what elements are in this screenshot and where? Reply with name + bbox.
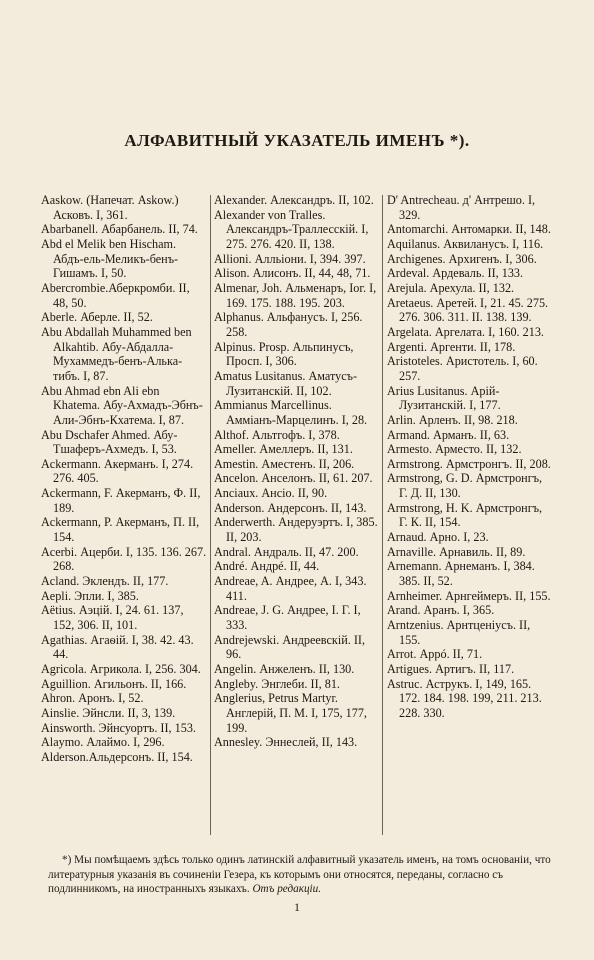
index-entry: Aquilanus. Аквиланусъ. I, 116.	[387, 236, 544, 251]
index-entry: Agricola. Агрикола. I, 256. 304.	[41, 662, 201, 676]
index-entry: Artigues. Артигъ. II, 117.	[387, 662, 515, 676]
index-entry: Argenti. Аргенти. II, 178.	[387, 339, 516, 354]
index-entry: Alpinus. Prosp. Альпинусъ, Просп. I, 306.	[214, 339, 354, 369]
index-entry: Anderwerth. Андеруэртъ. I, 385. II, 203.	[214, 515, 378, 545]
index-entry: Arius Lusitanus. Арій-Лузитанскій. I, 177.	[387, 383, 501, 413]
index-entry: D' Antrecheau. д' Антрешо. I, 329.	[387, 193, 536, 222]
index-entry: Aëtius. Аэцій. I, 24. 61. 137, 152, 306. II, 101.	[41, 603, 184, 633]
index-columns	[0, 193, 594, 833]
index-entry: Aguillion. Агильонъ. II, 166.	[41, 676, 187, 691]
footnote-text: *) Мы помѣщаемъ здѣсь только одинъ латинскій алфавитный указатель именъ, на томъ основаніи, что литературныя указанія въ сочиненіи Гезера, къ которымъ они относятся, переданы, согласно съ подлинникомъ, на иностранныхъ языкахъ.	[48, 854, 551, 896]
index-entry: Alderson.Альдерсонъ. II, 154.	[41, 749, 193, 764]
index-entry: Acerbi. Ацерби. I, 135. 136. 267. 268.	[41, 544, 207, 574]
index-entry: Anglerius, Petrus Martyr. Англерій, П. М. I, 175, 177, 199.	[214, 691, 367, 735]
index-entry: Andrejewski. Андреевскій. II, 96.	[214, 632, 365, 662]
index-entry: Arnaud. Арно. I, 23.	[387, 530, 489, 545]
index-entry: Armstrong, H. K. Армстронгъ, Г. К. II, 154.	[387, 500, 543, 530]
index-entry: Anciaux. Ансіо. II, 90.	[214, 486, 328, 501]
index-entry: Althof. Альтгофъ. I, 378.	[214, 427, 340, 442]
index-entry: Abu Dschafer Ahmed. Абу-Тшаферъ-Ахмедъ. I, 53.	[41, 427, 178, 457]
index-entry: Archigenes. Архигенъ. I, 306.	[387, 251, 537, 266]
index-entry: Aaskow. (Напечат. Askow.) Асковъ. I, 361.	[41, 193, 179, 222]
footnote-signature: Отъ редакціи.	[252, 883, 322, 896]
index-entry: Ainsworth. Эйнсуортъ. II, 153.	[41, 720, 196, 735]
index-entry: Arnaville. Арнавиль. II, 89.	[387, 544, 526, 559]
index-entry: Astruc. Аструкъ. I, 149, 165. 172. 184. 198. 199, 211. 213. 228. 330.	[387, 676, 542, 720]
editorial-footnote	[48, 853, 564, 897]
index-entry: Allioni. Алльiони. I, 394. 397.	[214, 251, 366, 266]
index-entry: André. Андрé. II, 44.	[214, 559, 320, 574]
index-entry: Arnemann. Арнеманъ. I, 384. 385. II, 52.	[387, 559, 535, 589]
index-entry: Argelata. Аргелата. I, 160. 213.	[387, 324, 544, 339]
index-column-1	[41, 193, 207, 833]
index-entry: Anderson. Андерсонъ. II, 143.	[214, 500, 367, 515]
page-title: АЛФАВИТНЫЙ УКАЗАТЕЛЬ ИМЕНЪ *).	[124, 131, 470, 150]
index-entry: Arntzenius. Арнтценіусъ. II, 155.	[387, 618, 531, 647]
index-entry: Ardeval. Ардеваль. II, 133.	[387, 266, 524, 281]
index-entry: Arlin. Арленъ. II, 98. 218.	[387, 412, 518, 427]
index-entry: Ackermann, P. Акерманъ, П. II, 154.	[41, 515, 200, 545]
index-entry: Acland. Эклендъ. II, 177.	[41, 574, 169, 589]
index-entry: Amestin. Аместенъ. II, 206.	[214, 456, 355, 471]
index-entry: Aretaeus. Аретей. I, 21. 45. 275. 276. 306. 311. II. 138. 139.	[387, 295, 549, 325]
index-entry: Arnheimer. Арнгеймеръ. II, 155.	[387, 588, 551, 603]
index-entry: Arand. Аранъ. I, 365.	[387, 603, 495, 618]
index-entry: Ahron. Аронъ. I, 52.	[41, 691, 144, 706]
index-entry: Amatus Lusitanus. Аматусъ-Лузитанскій. II, 102.	[214, 368, 358, 398]
index-entry: Alexander. Александръ. II, 102.	[214, 193, 374, 207]
index-entry: Ameller. Амеллеръ. II, 131.	[214, 442, 353, 457]
index-entry: Andral. Андраль. II, 47. 200.	[214, 544, 359, 559]
index-entry: Alphanus. Альфанусъ. I, 256. 258.	[214, 310, 363, 339]
index-entry: Abu Abdallah Muhammed ben Alkahtib. Абу-Абдалла-Мухаммедъ-бенъ-Алька-тибъ. I, 87.	[41, 324, 192, 383]
index-entry: Ackermann. Акерманъ. I, 274. 276. 405.	[41, 456, 194, 486]
index-column-3	[387, 193, 553, 833]
index-entry: Abercrombie.Аберкромби. II, 48, 50.	[41, 280, 190, 310]
index-entry: Armstrong. Армстронгъ. II, 208.	[387, 456, 551, 471]
index-entry: Abu Ahmad ebn Ali ebn Khatema. Абу-Ахмадъ-Эбнъ-Али-Эбнъ-Кхатема. I, 87.	[41, 383, 203, 427]
index-entry: Ancelon. Анселонъ. II, 61. 207.	[214, 471, 373, 486]
index-entry: Arrot. Аррó. II, 71.	[387, 647, 483, 662]
index-entry: Aepli. Эпли. I, 385.	[41, 588, 139, 603]
index-entry: Arejula. Арехула. II, 132.	[387, 280, 515, 295]
index-entry: Annesley. Эннеслей, II, 143.	[214, 735, 358, 750]
index-entry: Agathias. Агаѳій. I, 38. 42. 43. 44.	[41, 632, 194, 662]
index-entry: Abarbanell. Абарбанель. II, 74.	[41, 222, 198, 237]
page-number: 1	[294, 900, 300, 914]
index-entry: Almenar, Joh. Альменаръ, Іог. I, 169. 175. 188. 195. 203.	[214, 280, 377, 310]
index-entry: Andreae, A. Андрее, А. I, 343. 411.	[214, 574, 367, 603]
index-entry: Ackermann, F. Акерманъ, Ф. II, 189.	[41, 486, 201, 515]
index-entry: Ammianus Marcellinus. Амміанъ-Марцелинъ. I, 28.	[214, 398, 368, 427]
index-entry: Armand. Арманъ. II, 63.	[387, 427, 510, 442]
index-entry: Angelin. Анжеленъ. II, 130.	[214, 662, 355, 676]
index-entry: Armstrong, G. D. Армстронгъ, Г. Д. II, 130.	[387, 471, 543, 501]
index-entry: Aristoteles. Аристотель. I, 60. 257.	[387, 354, 538, 383]
index-entry: Andreae, J. G. Андрее, І. Г. I, 333.	[214, 603, 361, 633]
index-entry: Alexander von Tralles. Александръ-Траллесскій. I, 275. 276. 420. II, 138.	[214, 207, 369, 251]
index-column-2	[214, 193, 380, 833]
index-entry: Abd el Melik ben Hischam. Абдъ-ель-Меликъ-бенъ-Гишамъ. I, 50.	[41, 236, 179, 281]
index-entry: Ainslie. Эйнсли. II, 3, 139.	[41, 705, 176, 720]
index-entry: Angleby. Энглеби. II, 81.	[214, 676, 340, 691]
index-entry: Antomarchi. Антомарки. II, 148.	[387, 222, 551, 237]
index-entry: Aberle. Аберле. II, 52.	[41, 310, 153, 325]
index-entry: Alison. Алисонъ. II, 44, 48, 71.	[214, 266, 371, 281]
index-entry: Alaymo. Алаймо. I, 296.	[41, 735, 165, 750]
index-entry: Armesto. Арместо. II, 132.	[387, 442, 522, 457]
